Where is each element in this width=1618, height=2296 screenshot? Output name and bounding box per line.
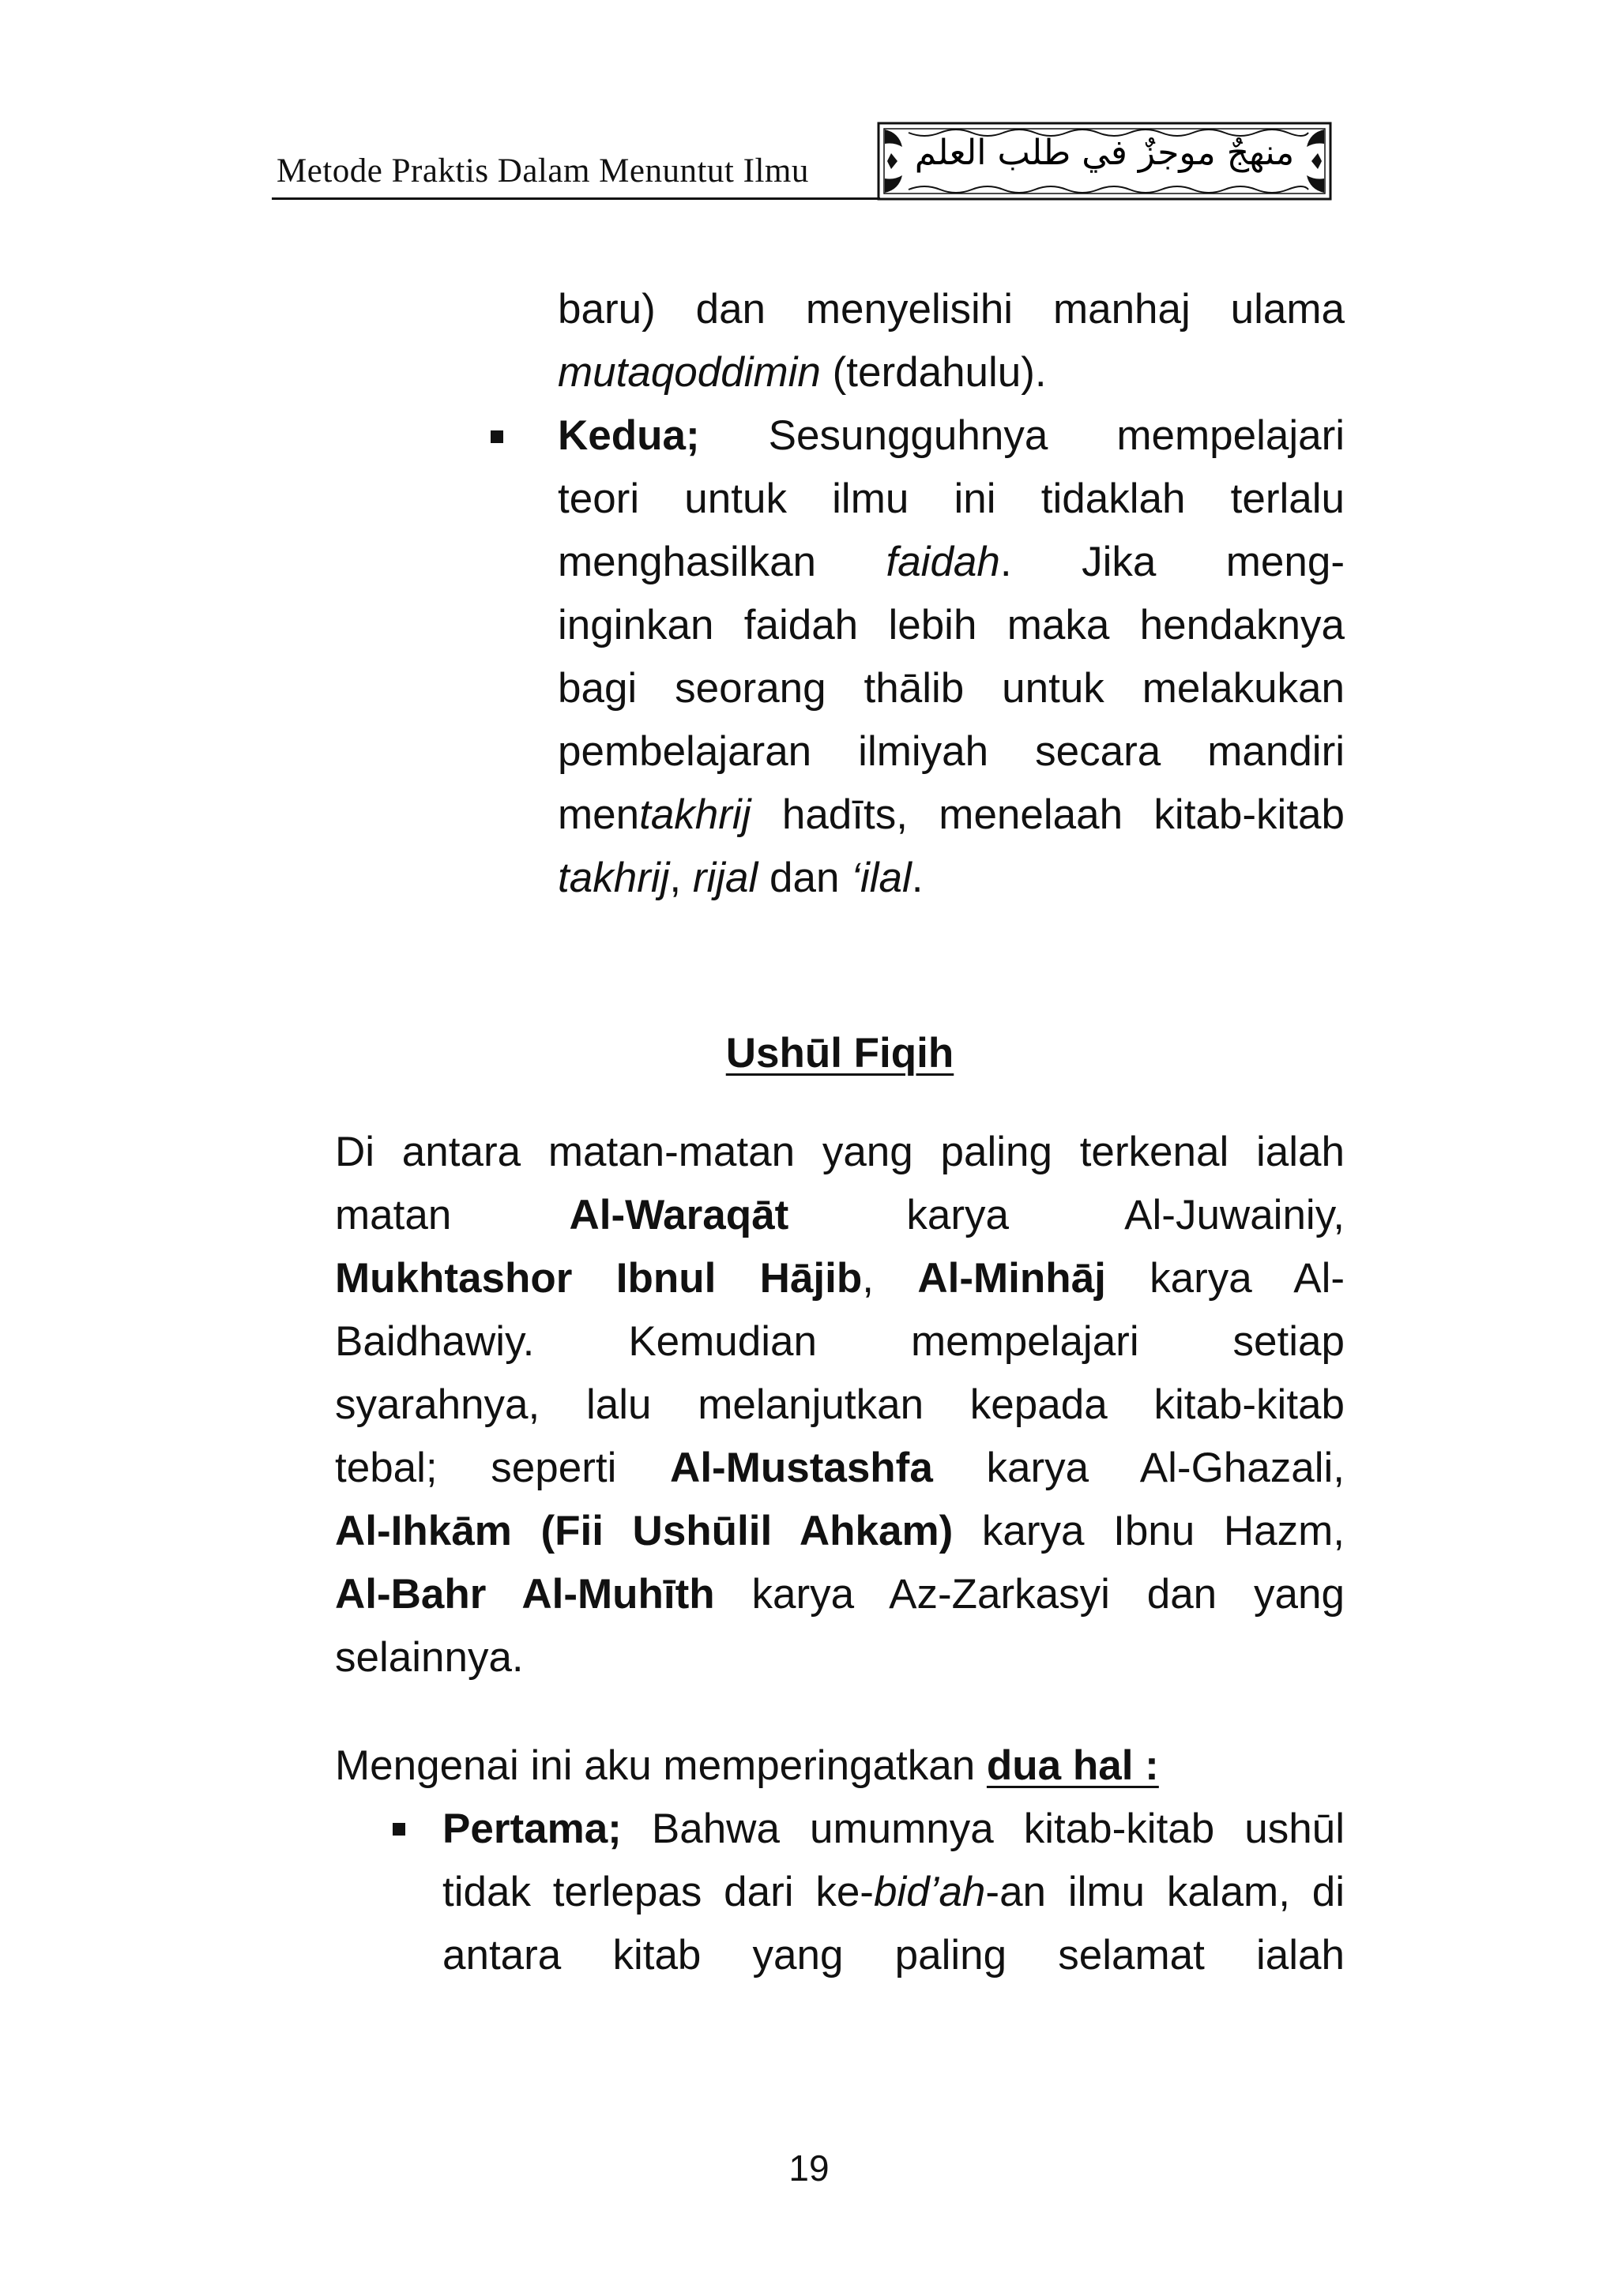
text-line: teori untuk ilmu ini tidaklah terlalu [558,475,1345,522]
text-span: Bahwa umumnya kitab-kitab ushūl [621,1806,1345,1852]
arabic-title: منهجٌ موجزٌ في طلب العلم [914,133,1295,173]
bold-title: Al-Mustashfa [670,1445,933,1491]
text-line [558,531,1345,594]
text-line: pembelajaran ilmiyah secara mandiri [558,728,1345,775]
text-line: inginkan faidah lebih maka hendaknya [558,602,1345,648]
underlined-emphasis: dua hal : [986,1742,1159,1789]
text-line: selainnya. [335,1634,524,1681]
text-span: tebal; seperti [335,1445,671,1491]
bold-title: Mukhtashor Ibnul Hājib [335,1255,863,1302]
text-line [335,1437,1345,1500]
paragraph-warning-intro [335,1734,1345,1798]
italic-term: takhrij [558,855,670,901]
continuation-text [558,278,1345,404]
arabic-title-banner [877,122,1332,201]
italic-term: faidah [886,539,1000,585]
text-line: syarahnya, lalu melanjutkan kepada kitab-kitab [335,1381,1345,1428]
text-span: men [558,791,640,838]
text-line [558,341,1345,404]
text-line [442,1798,1345,1861]
text-span: hadīts, menelaah kitab-kitab [751,791,1345,838]
text-span: . [911,855,924,901]
text-line [558,847,1345,910]
text-span: Mengenai ini aku memperingatkan [335,1742,987,1789]
text-span: . Jika meng- [999,539,1345,585]
bold-title: Al-Bahr Al-Muhīth [335,1571,715,1618]
text-line [335,1563,1345,1626]
italic-term: rijal [692,855,758,901]
text-span: Sesungguhnya mempelajari [768,412,1345,459]
text-span: matan [335,1192,570,1238]
text-span: karya Ibnu Hazm, [953,1508,1345,1554]
text-line [335,1734,1345,1798]
text-span: , [669,855,693,901]
text-span: -an ilmu kalam, di [985,1869,1345,1915]
square-bullet-icon [393,1823,405,1836]
running-header [272,118,1332,205]
text-line [335,1022,1345,1085]
text-line [335,1247,1345,1310]
text-span: karya Al- [1105,1255,1345,1302]
italic-term: mutaqoddimin [558,349,821,396]
text-line: Baidhawiy. Kemudian mempelajari setiap [335,1318,1345,1365]
text-span: tidak terlepas dari ke- [442,1869,874,1915]
text-line: baru) dan menyelisihi manhaj ulama [558,286,1345,333]
bullet-kedua [558,404,1345,910]
text-line [558,404,1345,468]
text-line [335,1500,1345,1563]
text-span: dan [758,855,852,901]
italic-term: takhrij [639,791,751,838]
section-heading-block [335,1022,1345,1085]
bold-title: Al-Ihkām (Fii Ushūlil Ahkam) [335,1508,954,1554]
text-span: (terdahulu). [820,349,1047,396]
italic-term: bid’ah [873,1869,986,1915]
bullet-pertama [442,1798,1345,1987]
text-line [442,1861,1345,1924]
text-line: Di antara matan-matan yang paling terkenal ialah [335,1129,1345,1175]
text-span: , [862,1255,918,1302]
italic-term: ‘ilal [851,855,912,901]
square-bullet-icon [491,430,503,443]
header-title: Metode Praktis Dalam Menuntut Ilmu [277,152,809,190]
text-span: karya Al-Ghazali, [932,1445,1345,1491]
section-heading: Ushūl Fiqih [725,1030,954,1077]
text-span: menghasilkan [558,539,886,585]
bold-title: Al-Minhāj [917,1255,1106,1302]
bold-label: Pertama; [442,1806,622,1852]
text-line: bagi seorang thālib untuk melakukan [558,665,1345,712]
text-span: karya Az-Zarkasyi dan yang [714,1571,1345,1618]
bold-label: Kedua; [558,412,700,459]
text-line [558,783,1345,847]
header-rule [272,197,880,200]
text-span: karya Al-Juwainiy, [788,1192,1345,1238]
text-line: antara kitab yang paling selamat ialah [442,1932,1345,1978]
bold-title: Al-Waraqāt [569,1192,789,1238]
paragraph-matan [335,1121,1345,1689]
page-number: 19 [788,2148,830,2189]
text-line [335,1184,1345,1247]
